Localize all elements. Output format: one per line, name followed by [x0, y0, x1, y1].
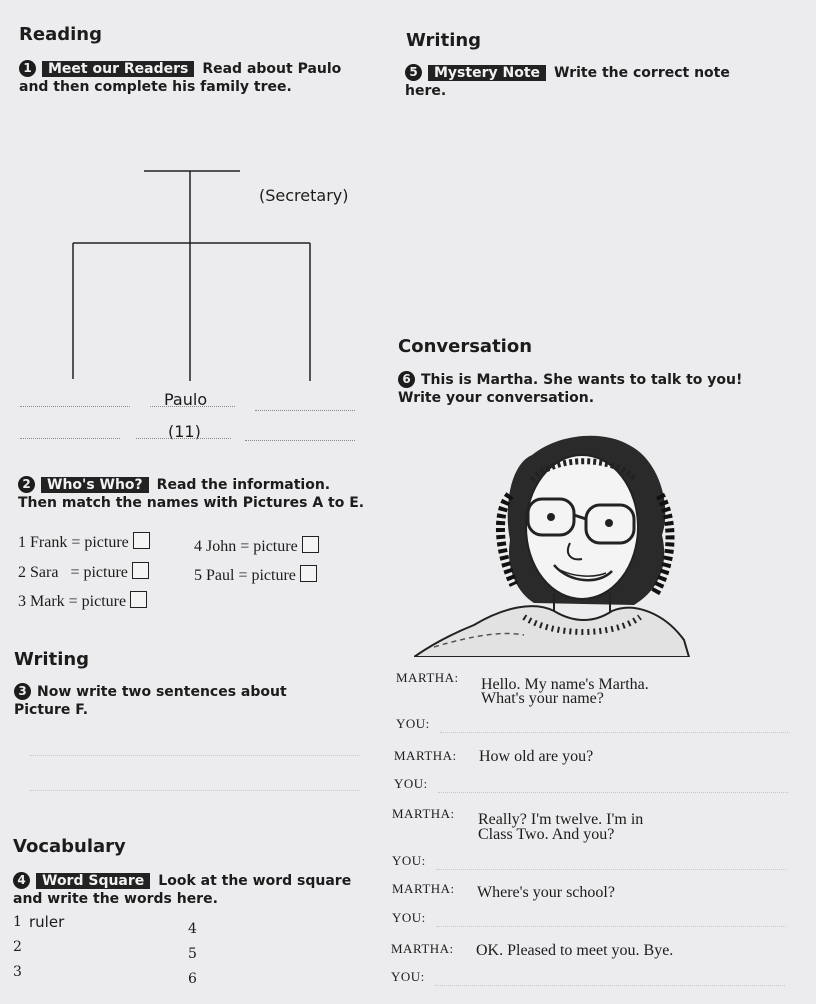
martha-line: Hello. My name's Martha. [481, 676, 649, 693]
speaker-martha: MARTHA: [392, 881, 455, 896]
martha-illustration [414, 425, 694, 657]
blank-line[interactable] [255, 410, 355, 411]
match-name: 5 Paul [194, 567, 235, 584]
speaker-you: YOU: [392, 910, 426, 925]
exercise-number: 2 [18, 476, 35, 493]
instruction-text: This is Martha. She wants to talk to you! [421, 372, 743, 388]
answer-line[interactable] [438, 792, 788, 793]
instruction-text: here. [405, 83, 447, 99]
martha-line: Where's your school? [477, 884, 615, 901]
martha-line: Class Two. And you? [478, 826, 615, 843]
writing-heading: Writing [406, 30, 482, 51]
exercise-number: 3 [14, 683, 31, 700]
instruction-text: Now write two sentences about [37, 684, 287, 700]
exercise-number: 5 [405, 64, 422, 81]
exercise-tag: Mystery Note [428, 65, 546, 81]
exercise-2-instructions [18, 476, 388, 512]
match-eq: = picture [238, 567, 296, 584]
exercise-tag: Who's Who? [41, 477, 149, 493]
instruction-text: Look at the word square [158, 873, 352, 889]
vocab-number: 6 [188, 971, 197, 987]
speaker-martha: MARTHA: [396, 670, 459, 685]
exercise-tag: Word Square [36, 873, 150, 889]
match-item [18, 562, 149, 582]
match-item [18, 591, 147, 611]
instruction-text: and write the words here. [13, 891, 218, 907]
vocab-number: 1 [13, 914, 22, 930]
answer-line[interactable] [436, 869, 786, 870]
tree-secretary-label: (Secretary) [259, 186, 349, 205]
speaker-martha: MARTHA: [391, 941, 454, 956]
exercise-1-instructions [19, 60, 389, 96]
blank-line[interactable] [136, 438, 231, 439]
match-eq: = picture [240, 538, 298, 555]
exercise-number: 1 [19, 60, 36, 77]
answer-box[interactable] [302, 536, 319, 553]
blank-line[interactable] [20, 406, 130, 407]
answer-box[interactable] [132, 562, 149, 579]
vocabulary-heading: Vocabulary [13, 836, 126, 857]
blank-line[interactable] [245, 440, 355, 441]
exercise-tag: Meet our Readers [42, 61, 194, 77]
vocab-number: 5 [188, 946, 197, 962]
writing-heading: Writing [14, 649, 90, 670]
speaker-martha: MARTHA: [392, 806, 455, 821]
martha-line: OK. Pleased to meet you. Bye. [476, 942, 674, 959]
tree-age-label: (11) [168, 422, 201, 441]
vocab-number: 4 [188, 921, 197, 937]
speaker-you: YOU: [394, 776, 428, 791]
exercise-6-instructions [398, 371, 808, 407]
speaker-you: YOU: [392, 853, 426, 868]
speaker-martha: MARTHA: [394, 748, 457, 763]
answer-box[interactable] [130, 591, 147, 608]
writing-line[interactable] [30, 755, 360, 756]
exercise-3-instructions [14, 683, 374, 719]
match-eq: = picture [71, 534, 129, 551]
tree-paulo-label: Paulo [164, 390, 208, 409]
martha-line: What's your name? [481, 690, 604, 707]
writing-line[interactable] [30, 790, 360, 791]
vocab-answer: ruler [29, 913, 65, 931]
exercise-4-instructions [13, 872, 373, 908]
reading-heading: Reading [19, 24, 102, 45]
answer-line[interactable] [436, 926, 786, 927]
match-name: 3 Mark [18, 593, 65, 610]
conversation-heading: Conversation [398, 336, 533, 357]
blank-line[interactable] [150, 406, 235, 407]
answer-box[interactable] [133, 532, 150, 549]
speaker-you: YOU: [391, 969, 425, 984]
instruction-text: and then complete his family tree. [19, 79, 292, 95]
instruction-text: Write your conversation. [398, 390, 595, 406]
answer-line[interactable] [440, 732, 790, 733]
match-item [18, 532, 150, 552]
answer-line[interactable] [435, 985, 785, 986]
match-eq: = picture [68, 593, 127, 610]
exercise-number: 6 [398, 371, 415, 388]
vocab-number: 3 [13, 964, 22, 980]
match-eq: = picture [70, 564, 128, 581]
vocab-number: 2 [13, 939, 22, 955]
blank-line[interactable] [20, 438, 120, 439]
instruction-text: Read about Paulo [202, 61, 342, 77]
martha-line: Really? I'm twelve. I'm in [478, 811, 644, 828]
instruction-text: Picture F. [14, 702, 89, 718]
martha-line: How old are you? [479, 748, 594, 765]
instruction-text: Then match the names with Pictures A to E. [18, 495, 365, 511]
instruction-text: Read the information. [156, 477, 331, 493]
match-item [194, 565, 317, 585]
exercise-number: 4 [13, 872, 30, 889]
instruction-text: Write the correct note [554, 65, 730, 81]
exercise-5-instructions [405, 64, 805, 100]
speaker-you: YOU: [396, 716, 430, 731]
match-name: 4 John [194, 538, 237, 555]
match-name: 2 Sara [18, 564, 59, 581]
match-item [194, 536, 319, 556]
match-name: 1 Frank [18, 534, 68, 551]
answer-box[interactable] [300, 565, 317, 582]
